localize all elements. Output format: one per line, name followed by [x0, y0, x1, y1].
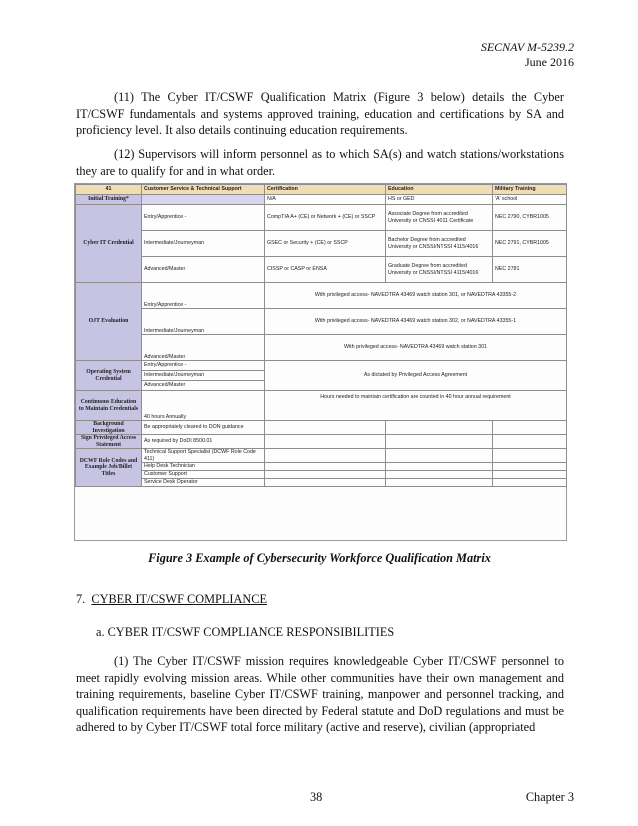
table-cell — [493, 471, 567, 479]
matrix-row — [76, 479, 567, 487]
table-cell — [386, 421, 493, 435]
matrix-row — [76, 231, 567, 257]
table-cell — [265, 435, 386, 449]
table-cell: Intermediate/Journeyman — [142, 231, 265, 257]
table-cell — [493, 421, 567, 435]
section-7-heading — [76, 592, 267, 607]
table-cell: Entry/Apprentice - — [142, 283, 265, 309]
table-cell: As dictated by Privileged Access Agreement — [265, 361, 567, 391]
table-cell: Intermediate/Journeyman — [142, 309, 265, 335]
table-cell: Be appropriately cleared to DON guidance — [142, 421, 265, 435]
matrix-row — [76, 391, 567, 421]
category-dcwf: DCWF Role Codes and Example Job/Billet Titles — [76, 449, 142, 487]
matrix-row — [76, 335, 567, 361]
table-cell: Entry/Apprentice - — [142, 205, 265, 231]
matrix-row — [76, 195, 567, 205]
matrix-row — [76, 283, 567, 309]
matrix-row — [76, 205, 567, 231]
table-cell: HS or GED — [386, 195, 493, 205]
section-number: 7. — [76, 592, 86, 606]
paragraph-11 — [76, 89, 564, 139]
table-cell: Entry/Apprentice - — [142, 361, 265, 371]
table-cell: NEC 2791, CYBR1005 — [493, 231, 567, 257]
matrix-row — [76, 449, 567, 463]
table-cell — [265, 479, 386, 487]
paragraph-1 — [76, 653, 564, 736]
table-cell — [386, 435, 493, 449]
doc-id: SECNAV M-5239.2 — [480, 40, 574, 54]
table-cell: Intermediate/Journeyman — [142, 371, 265, 381]
table-cell: Technical Support Specialist (DCWF Role Code 411) — [142, 449, 265, 463]
chapter-label: Chapter 3 — [525, 790, 574, 804]
matrix-row — [76, 435, 567, 449]
document-header — [481, 40, 574, 70]
table-cell: Associate Degree from accredited University or CNSSI 4011 Certificate — [386, 205, 493, 231]
header-cell: Certification — [265, 185, 386, 195]
table-cell — [386, 479, 493, 487]
table-cell — [265, 421, 386, 435]
table-cell — [386, 463, 493, 471]
header-cell: Customer Service & Technical Support — [142, 185, 265, 195]
category-initial-training: Initial Training* — [76, 195, 142, 205]
table-cell — [386, 471, 493, 479]
table-cell: N/A — [265, 195, 386, 205]
matrix-row — [76, 257, 567, 283]
table-cell: 'A' school — [493, 195, 567, 205]
paragraph-12 — [76, 146, 564, 179]
table-cell: Customer Support — [142, 471, 265, 479]
table-cell — [265, 449, 386, 463]
table-cell: Advanced/Master — [142, 381, 265, 391]
subsection-a-heading: a. CYBER IT/CSWF COMPLIANCE RESPONSIBILITIES — [96, 625, 395, 639]
matrix-row — [76, 361, 567, 371]
matrix-header-row — [76, 185, 567, 195]
table-cell — [265, 471, 386, 479]
doc-date: June 2016 — [525, 55, 574, 69]
qualification-matrix-table — [75, 184, 567, 487]
table-cell: NEC 2790, CYBR1005 — [493, 205, 567, 231]
page-number: 38 — [310, 790, 323, 804]
header-cell: 41 — [76, 185, 142, 195]
paragraph-12-text: (12) Supervisors will inform personnel as to which SA(s) and watch stations/workstations they are to qualify for and in what order. — [76, 147, 564, 178]
matrix-row — [76, 421, 567, 435]
category-cyber-it: Cyber IT Credential — [76, 205, 142, 283]
category-os-credential: Operating System Credential — [76, 361, 142, 391]
table-cell — [386, 449, 493, 463]
category-ojt: OJT Evaluation — [76, 283, 142, 361]
category-sign-privileged: Sign Privileged Access Statement — [76, 435, 142, 449]
table-cell: Help Desk Technician — [142, 463, 265, 471]
table-cell: Bachelor Degree from accredited University or CNSSI/NTSSI 4115/4016 — [386, 231, 493, 257]
paragraph-11-text: (11) The Cyber IT/CSWF Qualification Matrix (Figure 3 below) details the Cyber IT/CSWF fundamentals and systems approved training, education and certifications by SA and proficiency level. It also details continuing education requirements. — [76, 90, 564, 137]
section-title: CYBER IT/CSWF COMPLIANCE — [91, 592, 267, 606]
header-cell: Education — [386, 185, 493, 195]
table-cell — [493, 479, 567, 487]
matrix-row — [76, 471, 567, 479]
matrix-row — [76, 309, 567, 335]
table-cell: Graduate Degree from accredited University or CNSSI/NTSSI 4115/4016 — [386, 257, 493, 283]
category-continuing-education: Continuous Education to Maintain Credentials — [76, 391, 142, 421]
table-cell: As required by DoDI 8500.01 — [142, 435, 265, 449]
table-cell: With privileged access- NAVEDTRA 43469 watch station 302, or NAVEDTRA 43355-1 — [265, 309, 567, 335]
paragraph-1-text: (1) The Cyber IT/CSWF mission requires knowledgeable Cyber IT/CSWF personnel to meet rapidly evolving mission areas. While other communities have their own management and training requirements, baseline Cyber IT/CSWF training, manpower and personnel tracking, and qualification requirements have been directed by Federal statute and DoD regulations and must be adhered to by Cyber IT/CSWF total force military (active and reserve), civilian (appropriated — [76, 654, 564, 734]
table-cell — [493, 449, 567, 463]
figure-caption: Figure 3 Example of Cybersecurity Workforce Qualification Matrix — [148, 551, 491, 565]
table-cell: GSEC or Security + (CE) or SSCP — [265, 231, 386, 257]
table-cell: With privileged access- NAVEDTRA 43469 watch station 301, or NAVEDTRA 43355-2 — [265, 283, 567, 309]
category-background: Background Investigation — [76, 421, 142, 435]
table-cell: NEC 2781 — [493, 257, 567, 283]
header-cell: Military Training — [493, 185, 567, 195]
table-cell: CompTIA A+ (CE) or Network + (CE) or SSCP — [265, 205, 386, 231]
table-cell — [493, 463, 567, 471]
table-cell — [265, 463, 386, 471]
table-cell: Hours needed to maintain certification are counted in 40 hour annual requirement — [265, 391, 567, 421]
table-cell: Advanced/Master — [142, 257, 265, 283]
table-cell: Service Desk Operator — [142, 479, 265, 487]
matrix-row — [76, 463, 567, 471]
table-cell — [142, 195, 265, 205]
table-cell: CISSP or CASP or ENSA — [265, 257, 386, 283]
table-cell — [493, 435, 567, 449]
table-cell: With privileged access- NAVEDTRA 43469 watch station 301 — [265, 335, 567, 361]
qualification-matrix-figure — [74, 183, 567, 541]
table-cell: Advanced/Master — [142, 335, 265, 361]
table-cell: 40 hours Annually — [142, 391, 265, 421]
